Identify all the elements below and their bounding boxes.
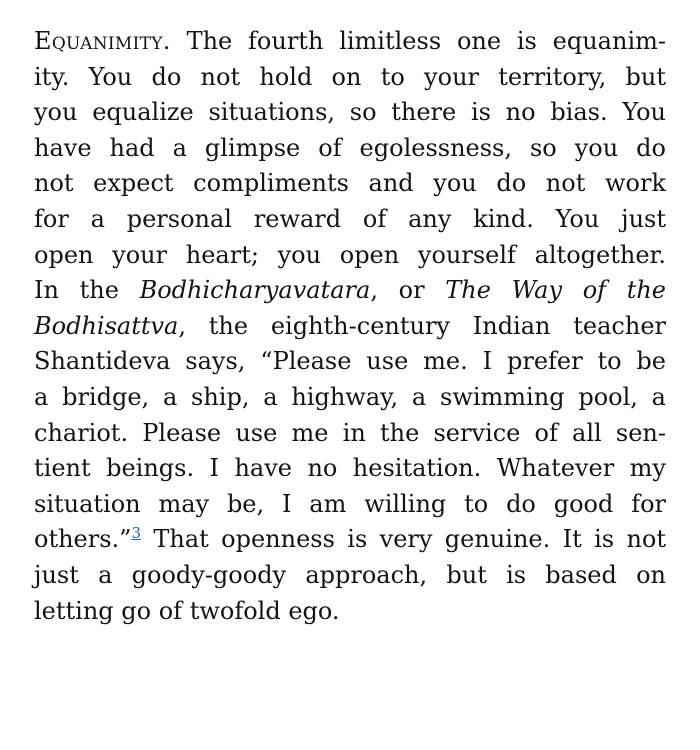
footnote-link[interactable]: 3 — [131, 524, 141, 543]
text-line-17 — [34, 594, 666, 630]
line-text: letting go of twofold ego. — [34, 596, 340, 625]
line-text: ity. You do not hold on to your territory, but — [34, 62, 666, 91]
line-text: just a goody-goody approach, but is based on — [34, 560, 666, 589]
line-text: a bridge, a ship, a highway, a swimming pool, a — [34, 382, 666, 411]
line-text: , the eighth-century Indian teacher — [178, 311, 666, 340]
book-title-sanskrit: Bodhicharyavatara — [139, 276, 371, 305]
line-text: for a personal reward of any kind. You just — [34, 204, 666, 233]
book-title-english-cont: Bodhisattva — [34, 311, 179, 340]
line-text: Shantideva says, “Please use me. I prefer to be — [34, 347, 666, 376]
text-line-13 — [34, 451, 666, 487]
line-text: you equalize situations, so there is no bias. You — [34, 98, 666, 127]
text-line-1 — [34, 24, 666, 60]
text-line-8 — [34, 273, 666, 309]
text-line-3 — [34, 95, 666, 131]
line-text: That openness is very genuine. It is not — [141, 525, 666, 554]
text-line-4 — [34, 131, 666, 167]
line-text: tient beings. I have no hesitation. Whatever my — [34, 454, 666, 483]
text-line-5 — [34, 166, 666, 202]
text-line-7 — [34, 238, 666, 274]
page — [34, 24, 666, 629]
book-title-english: The Way of the — [445, 276, 667, 305]
text-line-15 — [34, 522, 666, 558]
line-text: In the — [34, 276, 140, 305]
text-line-14 — [34, 487, 666, 523]
text-line-6 — [34, 202, 666, 238]
text-line-12 — [34, 416, 666, 452]
line-text: have had a glimpse of egolessness, so you do — [34, 133, 666, 162]
line-text: not expect compliments and you do not work — [34, 169, 666, 198]
section-lead-in: Equanimity. — [34, 27, 171, 55]
line-text: , or — [370, 276, 446, 305]
body-paragraph — [34, 24, 666, 629]
text-line-9 — [34, 309, 666, 345]
text-line-16 — [34, 558, 666, 594]
line-text: situation may be, I am willing to do good for — [34, 489, 666, 518]
line-text: The fourth limitless one is equanim- — [186, 27, 666, 55]
text-line-2 — [34, 60, 666, 96]
text-line-10 — [34, 344, 666, 380]
line-text: chariot. Please use me in the service of all sen- — [34, 418, 666, 447]
line-text: open your heart; you open yourself altogether. — [34, 240, 666, 269]
text-line-11 — [34, 380, 666, 416]
line-text: others.” — [34, 525, 132, 554]
